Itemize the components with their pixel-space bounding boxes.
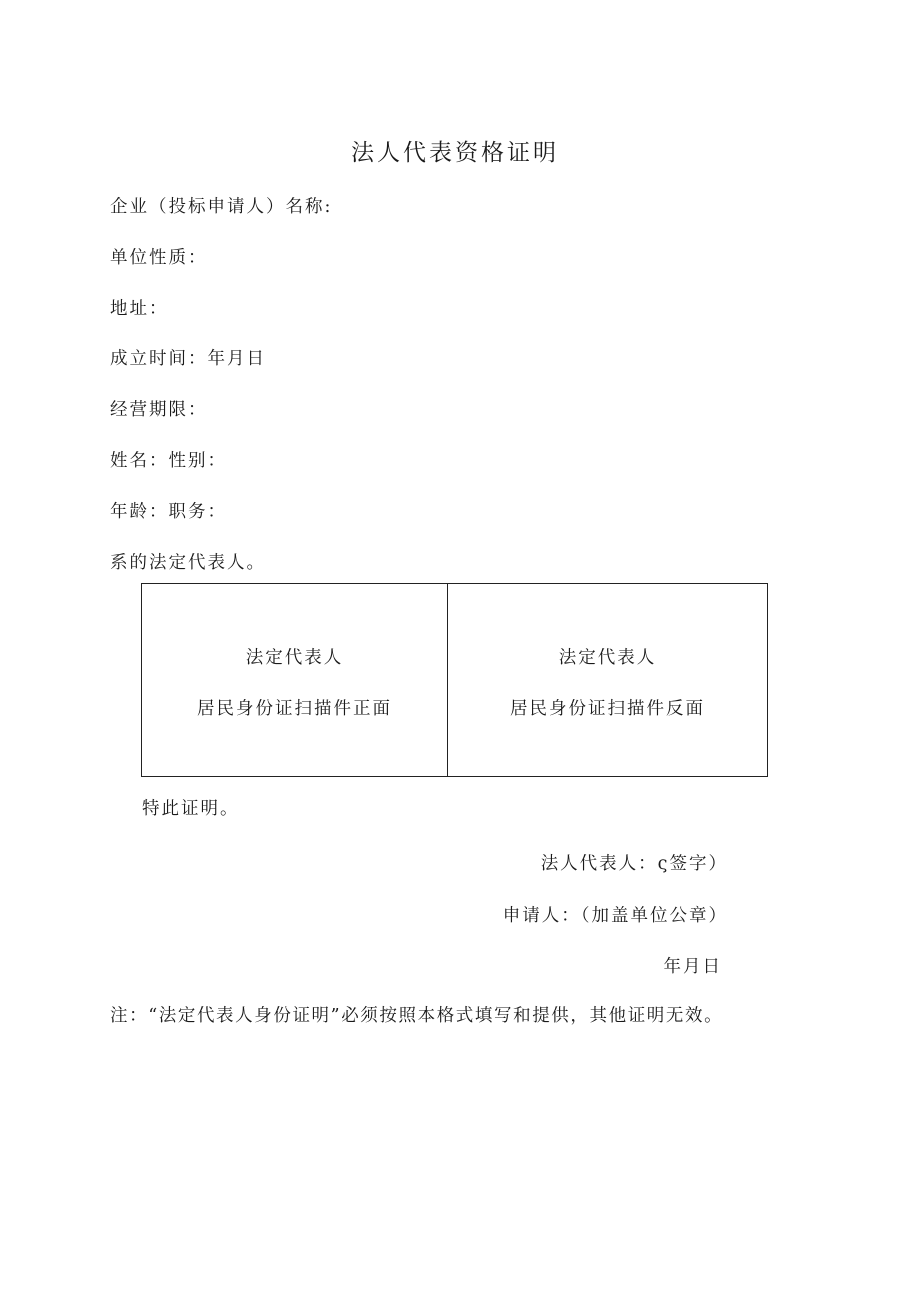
id-card-back-cell [448, 584, 767, 776]
name-gender-field: 姓名：性别： [110, 451, 227, 471]
id-card-scan-table [141, 583, 768, 777]
applicant-seal-line: 申请人：（加盖单位公章） [502, 906, 728, 926]
id-back-label-line1: 法定代表人 [558, 648, 657, 668]
address-field: 地址： [110, 299, 169, 319]
hereby-certify-text: 特此证明。 [142, 799, 240, 819]
id-front-label-line2: 居民身份证扫描件正面 [197, 699, 392, 719]
id-card-front-cell [142, 584, 448, 776]
legal-representative-statement: 系的法定代表人。 [110, 553, 266, 573]
established-date-field: 成立时间：年月日 [110, 349, 266, 369]
age-position-field: 年龄：职务： [110, 502, 227, 522]
document-title: 法人代表资格证明 [351, 140, 559, 166]
unit-nature-field: 单位性质： [110, 248, 208, 268]
id-back-label-line2: 居民身份证扫描件反面 [510, 699, 705, 719]
id-front-label-line1: 法定代表人 [245, 648, 344, 668]
business-term-field: 经营期限： [110, 400, 208, 420]
legal-rep-signature-line: 法人代表人：ς签字） [540, 854, 728, 874]
company-name-field: 企业（投标申请人）名称: [110, 197, 333, 217]
footnote: 注：“法定代表人身份证明”必须按照本格式填写和提供，其他证明无效。 [110, 1006, 724, 1026]
signature-date-line: 年月日 [663, 957, 722, 977]
